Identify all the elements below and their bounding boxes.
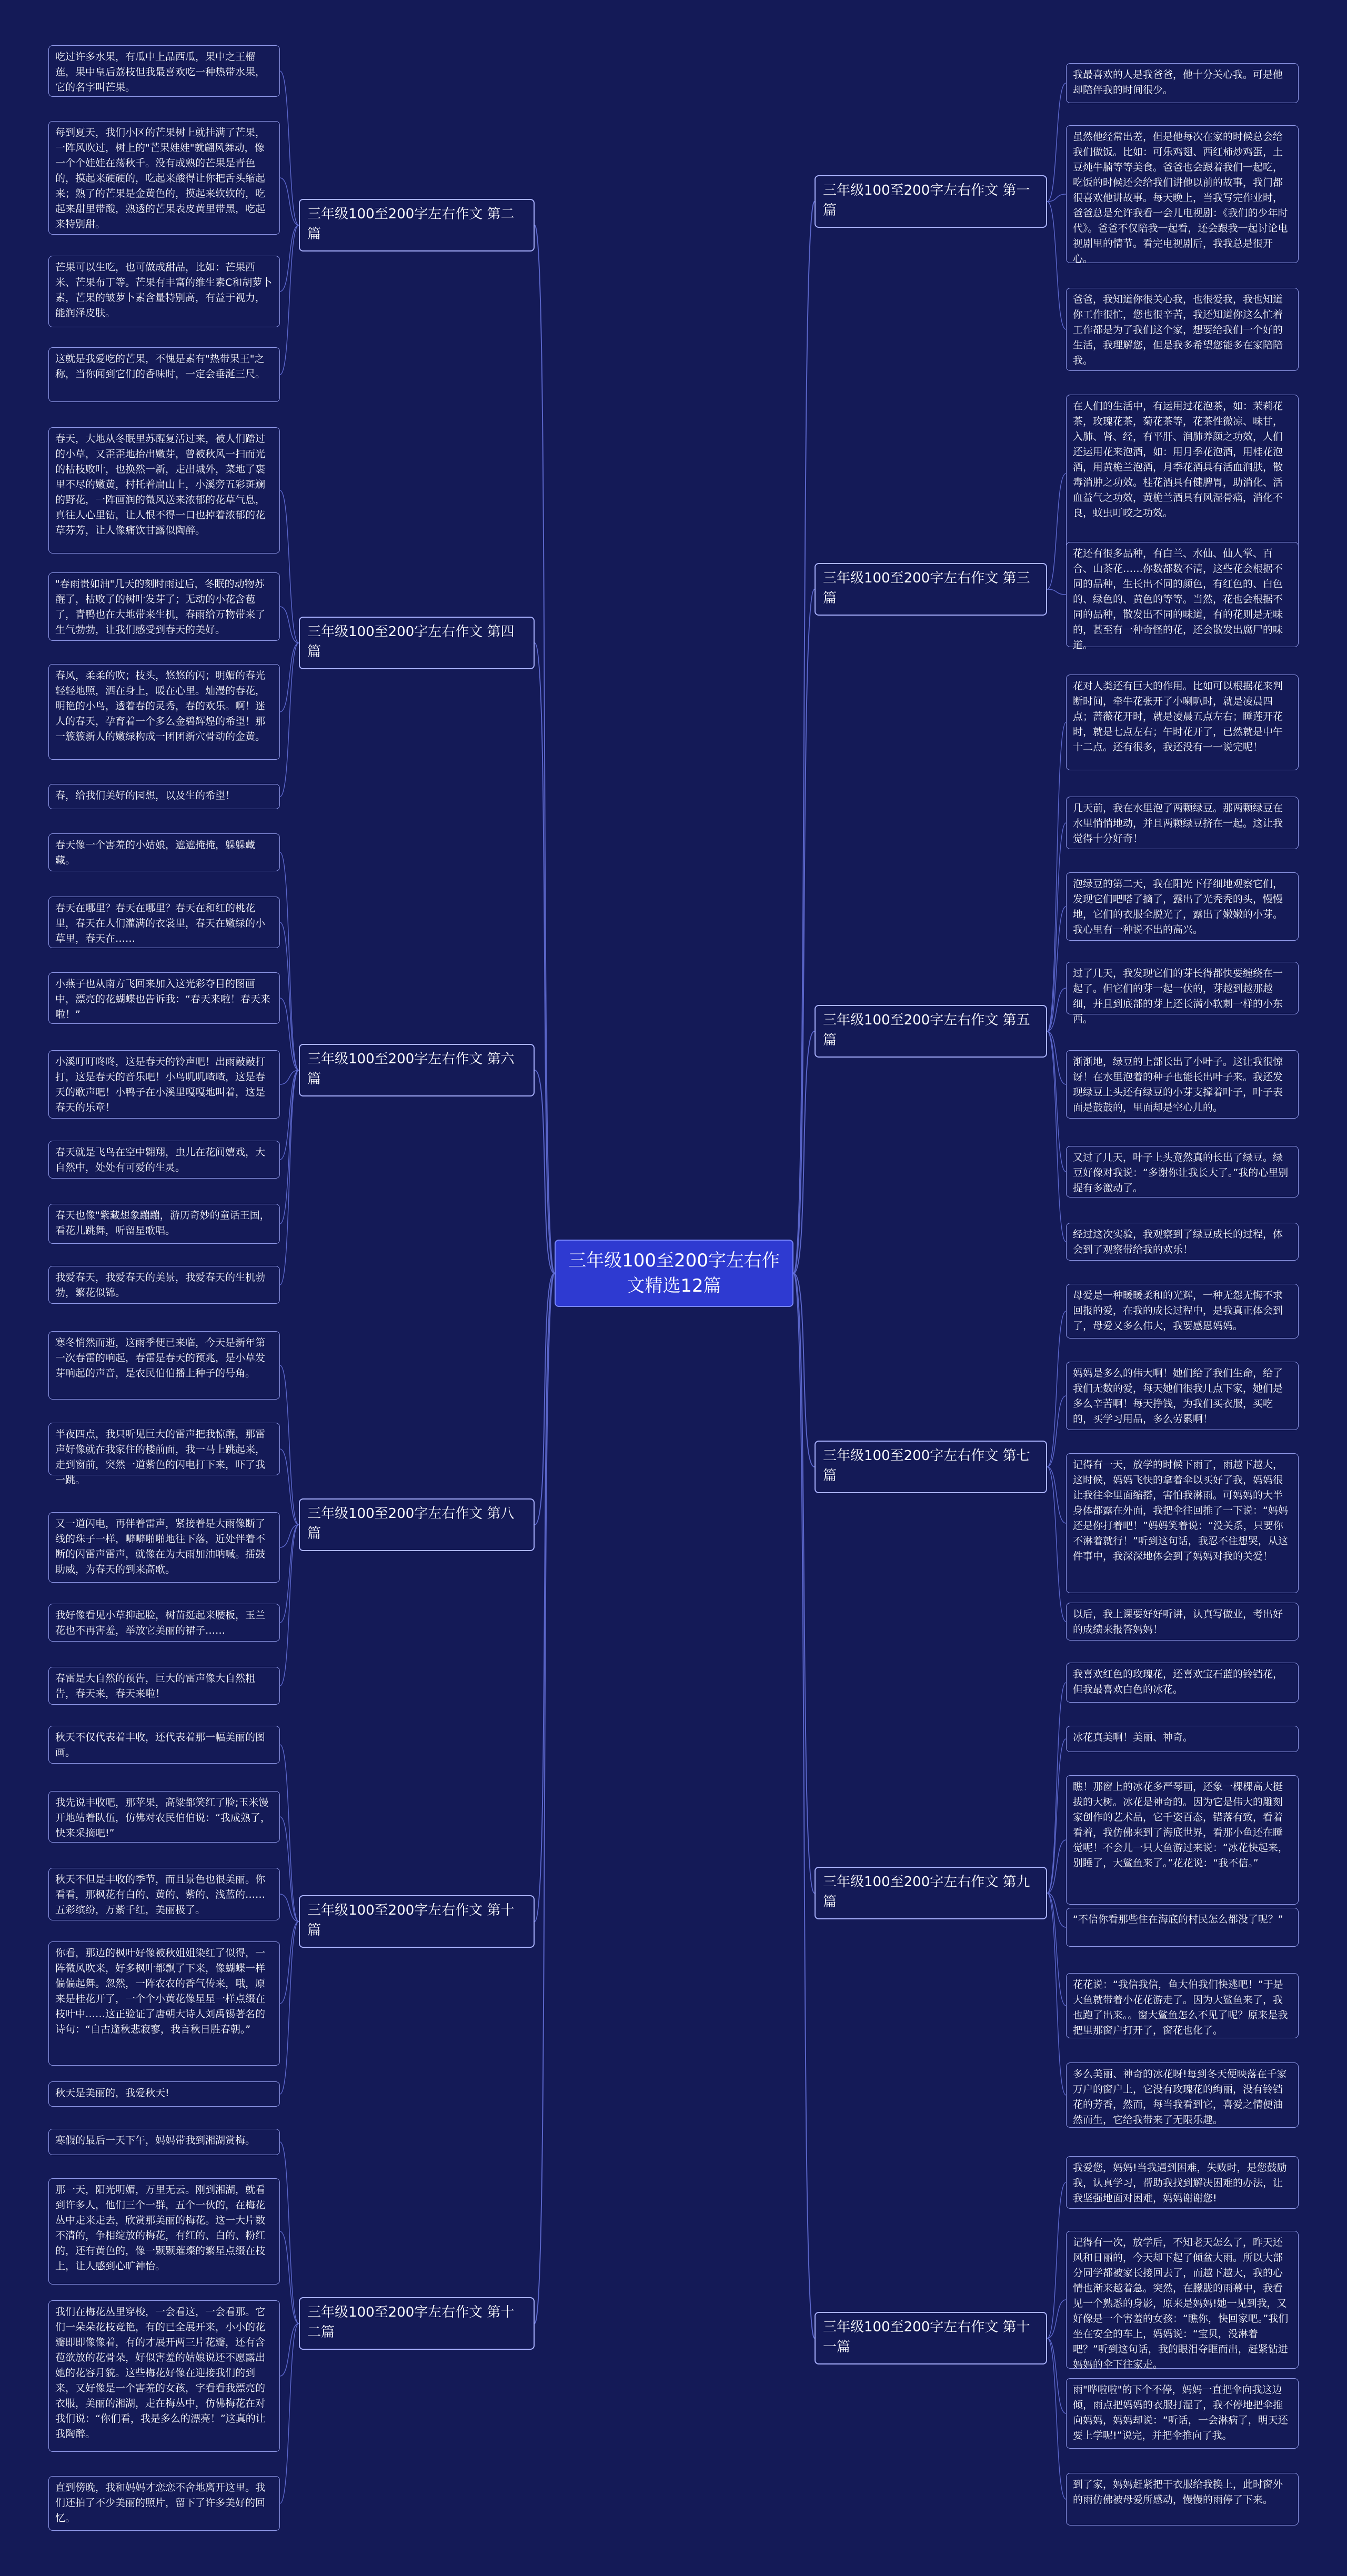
- branch-node[interactable]: [299, 1498, 535, 1551]
- branch-node[interactable]: [815, 1441, 1047, 1493]
- connector-line: [535, 1273, 555, 2323]
- connector-line: [535, 1070, 555, 1273]
- leaf-node[interactable]: 春风，柔柔的吹；枝头，悠悠的闪；明媚的春光轻轻地照，洒在身上，暖在心里。灿漫的春花，明艳的小鸟，透着春的灵秀，春的欢乐。啊！迷人的春天，孕育着一个多么金碧辉煌的希望！那一簇簇新人的嫩绿构成一团团新穴骨动的金黄。: [48, 664, 280, 760]
- leaf-node[interactable]: 过了几天，我发现它们的芽长得都快要缠绕在一起了。但它们的芽一起一伏的，芽越到越那越细，并且到底部的芽上还长满小软刺一样的小东西。: [1066, 962, 1299, 1014]
- branch-title: 三年级100至200字左右作文 第八篇: [307, 1506, 515, 1542]
- leaf-node[interactable]: 经过这次实验，我观察到了绿豆成长的过程，体会到了观察带给我的欢乐！: [1066, 1223, 1299, 1261]
- connector-line: [793, 1031, 815, 1273]
- leaf-node[interactable]: 春天，大地从冬眠里苏醒复活过来，被人们踏过的小草，又歪歪地抬出嫩芽，曾被秋风一扫而光的枯枝败叶，也换然一新，走出城外，菜地了裹里不尽的嫩黄，村托着扁山上，小溪旁五彩斑斓的野花，一阵画润的微风送来浓郁的花草气息，真往人心里钻，让人恨不得一口也掉着浓郁的花草芬芳，让人像痛饮甘露似陶醉。: [48, 427, 280, 554]
- connector-line: [280, 998, 299, 1070]
- leaf-node[interactable]: 以后，我上课要好好听讲，认真写做业，考出好的成绩来报答妈妈！: [1066, 1603, 1299, 1641]
- branch-node[interactable]: [815, 563, 1047, 616]
- connector-line: [1047, 1031, 1066, 1084]
- leaf-node[interactable]: 寒冬悄然而逝，这雨季便已来临，今天是新年第一次春雷的响起，春雷是春天的预兆，是小草发芽响起的声音，是农民伯伯播上种子的号角。: [48, 1331, 280, 1400]
- branch-node[interactable]: [815, 175, 1047, 228]
- leaf-node[interactable]: 我爱春天，我爱春天的美景，我爱春天的生机勃勃，繁花似锦。: [48, 1266, 280, 1304]
- connector-line: [280, 643, 299, 712]
- branch-title: 三年级100至200字左右作文 第一篇: [823, 183, 1030, 218]
- leaf-node[interactable]: 我爱您，妈妈!当我遇到困难，失败时，是您鼓励我，认真学习，帮助我找到解决困难的办法，让我坚强地面对困难，妈妈谢谢您!: [1066, 2156, 1299, 2209]
- branch-node[interactable]: [815, 1867, 1047, 1919]
- connector-line: [280, 490, 299, 643]
- branch-title: 三年级100至200字左右作文 第四篇: [307, 624, 515, 660]
- branch-node[interactable]: [815, 1005, 1047, 1058]
- leaf-node[interactable]: 记得有一天，放学的时候下雨了，雨越下越大，这时候，妈妈飞快的拿着伞以买好了我，妈妈很让我往伞里面缩搭，害怕我淋雨。可妈妈的大半身体都露在外面，我把伞往回推了一下说：“妈妈还是你打着吧！”妈妈笑着说：“没关系，只要你不淋着就行！”听到这句话，我忍不住想哭，从这件事中，我深深地体会到了妈妈对我的关爱！: [1066, 1453, 1299, 1593]
- connector-line: [1047, 1311, 1066, 1467]
- leaf-node[interactable]: 小燕子也从南方飞回来加入这光彩夺目的图画中，漂亮的花蝴蝶也告诉我：“春天来啦！春天来啦！”: [48, 972, 280, 1024]
- branch-title: 三年级100至200字左右作文 第三篇: [823, 570, 1030, 606]
- connector-line: [280, 922, 299, 1070]
- leaf-node[interactable]: 春天在哪里？春天在哪里？春天在和红的桃花里，春天在人们灌满的衣裳里，春天在嫩绿的小草里，春天在……: [48, 897, 280, 948]
- leaf-node[interactable]: 芒果可以生吃，也可做成甜品，比如：芒果西米、芒果布丁等。芒果有丰富的维生素C和胡萝卜素，芒果的皱萝卜素含量特别高，有益于视力，能润泽皮肤。: [48, 256, 280, 327]
- connector-line: [1047, 1467, 1066, 1622]
- leaf-node[interactable]: 多么美丽、神奇的冰花呀!每到冬天便映落在千家万户的窗户上，它没有玫瑰花的绚丽，没有铃铛花的芳香，然而，每当我看到它，喜爱之情便油然而生，它给我带来了无限乐趣。: [1066, 2062, 1299, 2128]
- connector-line: [280, 225, 299, 375]
- connector-line: [1047, 474, 1066, 589]
- connector-line: [535, 225, 555, 1273]
- leaf-node[interactable]: 春，给我们美好的园想，以及生的希望！: [48, 784, 280, 809]
- connector-line: [1047, 589, 1066, 595]
- leaf-node[interactable]: 又一道闪电，再伴着雷声，紧接着是大雨像断了线的珠子一样，噼噼啪啪地往下落，近处伴着不断的闪雷声雷声，就像在为大雨加油呐喊。擂鼓助威，为春天的到来高歌。: [48, 1512, 280, 1583]
- leaf-node[interactable]: 这就是我爱吃的芒果，不愧是素有"热带果王"之称，当你闻到它们的香味时，一定会垂涎三尺。: [48, 347, 280, 402]
- connector-line: [1047, 1031, 1066, 1242]
- leaf-node[interactable]: 那一天，阳光明媚，万里无云。刚到湘湖，就看到许多人，他们三个一群，五个一伙的，在梅花丛中走来走去，欣赏那美丽的梅花。这一大片数不清的，争相绽放的梅花，有红的、白的、粉红的，还有黄色的，像一颗颗璀璨的繁星点缀在枝上，让人感到心旷神怡。: [48, 2178, 280, 2285]
- connector-line: [535, 1273, 555, 1525]
- connector-line: [1047, 1467, 1066, 1523]
- leaf-node[interactable]: 秋天是美丽的，我爱秋天!: [48, 2081, 280, 2107]
- connector-line: [793, 1273, 815, 2338]
- branch-title: 三年级100至200字左右作文 第七篇: [823, 1448, 1030, 1484]
- branch-node[interactable]: [299, 199, 535, 251]
- leaf-node[interactable]: 半夜四点，我只听见巨大的雷声把我惊醒，那雷声好像就在我家住的楼前面，我一马上跳起来，走到窗前，突然一道紫色的闪电打下来，吓了我一跳。: [48, 1423, 280, 1475]
- leaf-node[interactable]: 泡绿豆的第二天，我在阳光下仔细地观察它们，发现它们吧嗒了摘了，露出了光秃秃的头，慢慢地，它们的衣服全脱光了，露出了嫩嫩的小芽。我心里有一种说不出的高兴。: [1066, 872, 1299, 941]
- connector-line: [1047, 2338, 1066, 2413]
- leaf-node[interactable]: 花花说：“我信我信，鱼大伯我们快逃吧！”于是大鱼就带着小花花游走了。因为大鲨鱼来了，我也跑了出来。。窗大鲨鱼怎么不见了呢？原来是我把里那窗户打开了，窗花也化了。: [1066, 1973, 1299, 2038]
- leaf-node[interactable]: 春雷是大自然的预告，巨大的雷声像大自然粗告，春天来，春天来啦！: [48, 1667, 280, 1705]
- connector-line: [280, 2323, 299, 2376]
- leaf-node[interactable]: 春天也像"紫藏想象蹦蹦，游历奇妙的童话王国，看花儿跳舞，听留星歌唱。: [48, 1204, 280, 1244]
- connector-line: [280, 2142, 299, 2323]
- leaf-node[interactable]: 我好像看见小草抑起脸，树苗挺起来腰板，玉兰花也不再害羞，举放它美丽的裙子……: [48, 1604, 280, 1642]
- branch-title: 三年级100至200字左右作文 第十一篇: [823, 2319, 1030, 2355]
- leaf-node[interactable]: 春天像一个害羞的小姑娘，遮遮掩掩，躲躲藏藏。: [48, 833, 280, 871]
- leaf-node[interactable]: 我先说丰收吧，那苹果，高粱都笑红了脸;玉米馒开地站着队伍，仿佛对农民伯伯说：“我成熟了，快来采摘吧!”: [48, 1791, 280, 1843]
- connector-line: [1047, 1893, 1066, 2095]
- branch-title: 三年级100至200字左右作文 第五篇: [823, 1012, 1030, 1048]
- connector-line: [1047, 83, 1066, 202]
- connector-line: [1047, 202, 1066, 329]
- connector-line: [1047, 2300, 1066, 2338]
- leaf-node[interactable]: “不信你看那些住在海底的村民怎么都没了呢？”: [1066, 1908, 1299, 1947]
- connector-line: [280, 1449, 299, 1525]
- leaf-node[interactable]: 秋天不但是丰收的季节，而且景色也很美丽。你看看，那枫花有白的、黄的、紫的、浅蓝的……五彩缤纷，万紫千红，美丽极了。: [48, 1868, 280, 1920]
- leaf-node[interactable]: 直到傍晚，我和妈妈才恋恋不舍地离开这里。我们还拍了不少美丽的照片，留下了许多美好的回忆。: [48, 2476, 280, 2531]
- leaf-node[interactable]: 花还有很多品种，有白兰、水仙、仙人掌、百合、山茶花……你数都数不清，这些花会根据不同的品种，生长出不同的颜色，有红色的、白色的、绿色的、黄色的等等。当然，花也会根据不同的品种，散发出不同的味道，有的花则是无味的，甚至有一种奇怪的花，还会散发出腐尸的味道。: [1066, 542, 1299, 647]
- connector-line: [280, 643, 299, 797]
- connector-line: [1047, 2338, 1066, 2499]
- branch-node[interactable]: [299, 1895, 535, 1948]
- connector-line: [280, 1921, 299, 2094]
- connector-line: [1047, 2182, 1066, 2338]
- connector-line: [793, 202, 815, 1273]
- leaf-node[interactable]: 虽然他经常出差，但是他每次在家的时候总会给我们做饭。比如：可乐鸡翅、西红柿炒鸡蛋，土豆炖牛腩等等美食。爸爸也会跟着我们一起吃，吃饭的时候还会给我们讲他以前的故事，我门都很喜欢他讲故事。每天晚上，当我写完作业时，爸爸总是允许我看一会儿电视剧：《我们的少年时代》。爸爸不仅陪我一起看，还会跟我一起讨论电视剧里的情节。看完电视剧后，我我总是很开心。: [1066, 125, 1299, 263]
- branch-title: 三年级100至200字左右作文 第九篇: [823, 1874, 1030, 1910]
- leaf-node[interactable]: 每到夏天，我们小区的芒果树上就挂满了芒果，一阵风吹过，树上的"芒果娃娃"就翩风舞动，像一个个娃娃在荡秋千。没有成熟的芒果是青色的，摸起来硬硬的，吃起来酸得让你把舌头缩起来；熟了的芒果是金黄色的，摸起来软软的，吃起来甜里带酸，熟透的芒果表皮黄里带黑，吃起来特别甜。: [48, 121, 280, 235]
- branch-title: 三年级100至200字左右作文 第十二篇: [307, 2305, 515, 2340]
- leaf-node[interactable]: 在人们的生活中，有运用过花泡茶，如：茉莉花茶，玫瑰花茶，菊花茶等，花茶性微凉、味甘，入肺、肾、经，有平肝、润肺养颜之功效，人们还运用花来泡酒，如：用月季花泡酒，用桂花泡酒，用黄桅兰泡酒，月季花酒具有活血润肤，散毒消肿之功效。桂花酒具有健脾胃，助消化、活血益气之功效，黄桅兰酒具有风湿骨痛，消化不良，蚊虫叮咬之功效。: [1066, 395, 1299, 552]
- leaf-node[interactable]: 秋天不仅代表着丰收，还代表着那一幅美丽的图画。: [48, 1726, 280, 1764]
- connector-line: [280, 607, 299, 643]
- branch-node[interactable]: [299, 1044, 535, 1096]
- leaf-node[interactable]: 冰花真美啊！美丽、神奇。: [1066, 1726, 1299, 1752]
- connector-line: [1047, 1739, 1066, 1893]
- leaf-node[interactable]: 寒假的最后一天下午，妈妈带我到湘湖赏梅。: [48, 2129, 280, 2155]
- root-node[interactable]: [555, 1240, 793, 1307]
- connector-line: [1047, 1840, 1066, 1893]
- connector-line: [280, 225, 299, 291]
- leaf-node[interactable]: 春天就是飞鸟在空中翱翔，虫儿在花间嬉戏，大自然中，处处有可爱的生灵。: [48, 1141, 280, 1179]
- leaf-node[interactable]: 吃过许多水果，有瓜中上品西瓜，果中之王榴莲，果中皇后荔枝但我最喜欢吃一种热带水果，它的名字叫芒果。: [48, 45, 280, 97]
- branch-node[interactable]: [815, 2312, 1047, 2364]
- connector-line: [280, 1070, 299, 1224]
- leaf-node[interactable]: "春雨贵如油"几天的刻时雨过后，冬眠的动物苏醒了，枯败了的树叶发芽了；无动的小花含苞了，青鸭也在大地带来生机，春雨给万物带来了生气勃勃，让我们感受到春天的美好。: [48, 572, 280, 641]
- leaf-node[interactable]: 到了家，妈妈赶紧把干衣服给我换上，此时窗外的雨仿佛被母爱所感动，慢慢的雨停了下来。: [1066, 2473, 1299, 2525]
- connector-line: [280, 2231, 299, 2323]
- leaf-node[interactable]: 我们在梅花丛里穿梭，一会看这，一会看那。它们一朵朵花枝竞艳，有的已全展开来，小小的花瓣即即像像着，有的才展开两三片花瓣，还有含苞欲放的花骨朵，好似害羞的姑娘说还不愿露出她的花容月貌。这些梅花好像在迎接我们的到来，又好像是一个害羞的女孩，字看看我漂亮的衣服，美丽的湘湖，走在梅丛中，仿佛梅花在对我们说：“你们看，我是多么的漂亮！”这真的让我陶醉。: [48, 2300, 280, 2452]
- leaf-node[interactable]: 小溪叮叮咚咚，这是春天的铃声吧！出雨敲敲打打，这是春天的音乐吧！小鸟叽叽喳喳，这是春天的歌声吧！小鸭子在小溪里嘎嘎地叫着，这是春天的乐章！: [48, 1050, 280, 1119]
- leaf-node[interactable]: 记得有一次，放学后，不知老天怎么了，昨天还风和日丽的，今天却下起了倾盆大雨。所以大部分同学都被家长接回去了，而越下越大，我的心情也渐来越着急。突然，在朦胧的雨幕中，我看见一个熟悉的身影，原来是妈妈!她一见到我，又好像是一个害羞的女孩：“瞧你，快回家吧。”我们坐在安全的车上，妈妈说：“宝贝，没淋着吧？”听到这句话，我的眼泪夺眶而出，赶紧钻进妈妈的伞下往家走。: [1066, 2231, 1299, 2369]
- leaf-node[interactable]: 我最喜欢的人是我爸爸，他十分关心我。可是他却陪伴我的时间很少。: [1066, 63, 1299, 103]
- leaf-node[interactable]: 妈妈是多么的伟大啊！她们给了我们生命，给了我们无数的爱，每天她们很我几点下家，她们是多么辛苦啊！每天挣钱，为我们买衣服，买吃的，买学习用品，多么劳累啊！: [1066, 1362, 1299, 1430]
- connector-line: [280, 178, 299, 225]
- leaf-node[interactable]: 我喜欢红色的玫瑰花，还喜欢宝石蓝的铃铛花，但我最喜欢白色的冰花。: [1066, 1663, 1299, 1703]
- leaf-node[interactable]: 爸爸，我知道你很关心我，也很爱我，我也知道你工作很忙，您也很辛苦，我还知道你这么忙着工作都是为了我们这个家，想要给我们一个好的生活，我理解您，但是我多希望您能多在家陪陪我。: [1066, 288, 1299, 371]
- connector-line: [280, 1365, 299, 1525]
- leaf-node[interactable]: 又过了几天，叶子上头竟然真的长出了绿豆。绿豆好像对我说：“多谢你让我长大了。”我的心里别提有多激动了。: [1066, 1146, 1299, 1198]
- connector-line: [1047, 722, 1066, 1031]
- leaf-node[interactable]: 瞧！那窗上的冰花多严琴画，还象一棵棵高大挺拔的大树。冰花是神奇的。因为它是伟大的雕刻家创作的艺术品，它千姿百态，错落有致，看着看着，我仿佛来到了海底世界，看那小鱼还在睡觉呢！不会儿一只大鱼游过来说：“冰花快起来，别睡了，大鲨鱼来了。”花花说：“我不信。”: [1066, 1775, 1299, 1905]
- connector-line: [280, 1525, 299, 1686]
- connector-line: [793, 1273, 815, 1467]
- branch-title: 三年级100至200字左右作文 第十篇: [307, 1903, 515, 1938]
- leaf-node[interactable]: 花对人类还有巨大的作用。比如可以根据花来判断时间，牵牛花张开了小喇叭时，就是凌晨四点；蔷薇花开时，就是凌晨五点左右；睡莲开花时，就是七点左右；午时花开了，已然就是中午十二点。还有很多，我还没有一一说完呢！: [1066, 675, 1299, 770]
- leaf-node[interactable]: 渐渐地，绿豆的上部长出了小叶子。这让我很惊讶！在水里泡着的种子也能长出叶子来。我还发现绿豆上头还有绿豆的小芽支撑着叶子，叶子表面是鼓鼓的，里面却是空心儿的。: [1066, 1050, 1299, 1119]
- connector-line: [1047, 1683, 1066, 1893]
- connector-line: [280, 1070, 299, 1285]
- branch-title: 三年级100至200字左右作文 第二篇: [307, 206, 515, 242]
- leaf-node[interactable]: 你看，那边的枫叶好像被秋姐姐染红了似得，一阵微风吹来，好多枫叶都飘了下来，像蝴蝶一样偏偏起舞。忽然，一阵农农的香气传来，哦，原来是桂花开了，一个个小黄花像星星一样点缀在枝叶中……这正验证了唐朝大诗人刘禹锡著名的诗句：“自古逢秋悲寂寥，我言秋日胜春朝。”: [48, 1941, 280, 2066]
- leaf-node[interactable]: 雨"哗啦啦"的下个不停，妈妈一直把伞向我这边倾，雨点把妈妈的衣服打湿了，我不停地把伞推向妈妈，妈妈却说：“听话，一会淋病了，明天还要上学呢!”说完，并把伞推向了我。: [1066, 2378, 1299, 2449]
- root-title: 三年级100至200字左右作文精选12篇: [568, 1250, 780, 1296]
- connector-line: [1047, 1396, 1066, 1467]
- connector-line: [280, 1921, 299, 2004]
- connector-line: [1047, 823, 1066, 1031]
- leaf-node[interactable]: 母爱是一种暖暖柔和的光辉，一种无怨无悔不求回报的爱，在我的成长过程中，是我真正体会到了，母爱又多么伟大，我要感恩妈妈。: [1066, 1284, 1299, 1339]
- leaf-node[interactable]: 几天前，我在水里泡了两颗绿豆。那两颗绿豆在水里悄悄地动，并且两颗绿豆挤在一起。这让我觉得十分好奇！: [1066, 797, 1299, 849]
- branch-node[interactable]: [299, 2297, 535, 2350]
- connector-line: [1047, 1031, 1066, 1172]
- branch-title: 三年级100至200字左右作文 第六篇: [307, 1051, 515, 1087]
- branch-node[interactable]: [299, 617, 535, 669]
